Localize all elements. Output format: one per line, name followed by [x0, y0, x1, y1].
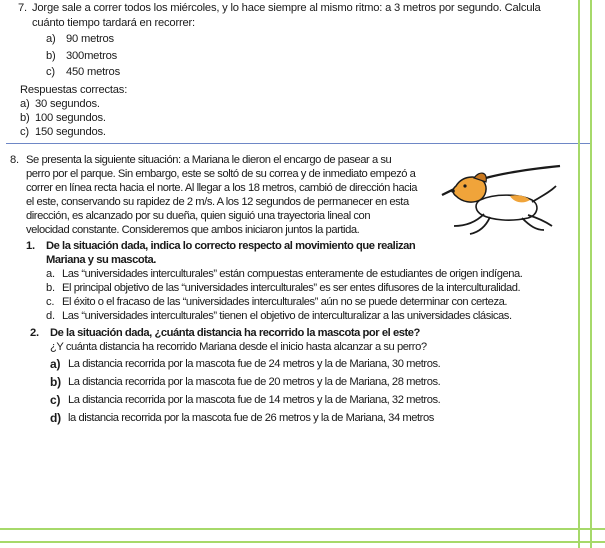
sub2-option-b-letter: b): [50, 375, 61, 389]
sub1-option-a-text: Las “universidades interculturales” están compuestas enteramente de estudiantes de origen indígena.: [62, 268, 523, 280]
q8-paragraph-line2: perro por el parque. Sin embargo, este se soltó de su correa y de inmediato empezó a: [26, 168, 416, 180]
q8-number: 8.: [10, 154, 19, 166]
sub2-title: De la situación dada, ¿cuánta distancia ha recorrido la mascota por el este?: [50, 327, 420, 339]
sub2-option-c-letter: c): [50, 393, 61, 407]
q7-number: 7.: [18, 2, 27, 14]
q7-text-line1: Jorge sale a correr todos los miércoles, y lo hace siempre al mismo ritmo: a 3 metros por segundo. Calcula: [32, 2, 541, 14]
sub2-option-d-letter: d): [50, 411, 61, 425]
sub2-option-a-letter: a): [50, 357, 61, 371]
q7-option-c-text: 450 metros: [66, 66, 120, 78]
sub1-title-line1: De la situación dada, indica lo correcto respecto al movimiento que realizan: [46, 240, 416, 252]
sub1-option-d-letter: d.: [46, 310, 55, 322]
q7-text-line2: cuánto tiempo tardará en recorrer:: [32, 17, 195, 29]
q8-paragraph-line1: Se presenta la siguiente situación: a Mariana le dieron el encargo de pasear a su: [26, 154, 392, 166]
sub2-option-b-text: La distancia recorrida por la mascota fue de 20 metros y la de Mariana, 28 metros.: [68, 376, 441, 388]
sub2-number: 2.: [30, 327, 39, 339]
q7-option-a-text: 90 metros: [66, 33, 114, 45]
sub1-title-line2: Mariana y su mascota.: [46, 254, 156, 266]
sub1-option-c-letter: c.: [46, 296, 55, 308]
q7-option-a-letter: a): [46, 33, 56, 45]
q7-answer-a-letter: a): [20, 98, 30, 110]
sub1-option-a-letter: a.: [46, 268, 55, 280]
section-divider: [6, 143, 591, 144]
sub2-question: ¿Y cuánta distancia ha recorrido Mariana desde el inicio hasta alcanzar a su perro?: [50, 341, 427, 353]
sub1-option-b-letter: b.: [46, 282, 55, 294]
sub2-option-a-text: La distancia recorrida por la mascota fue de 24 metros y la de Mariana, 30 metros.: [68, 358, 441, 370]
q8-paragraph-line6: velocidad constante. Consideremos que ambos iniciaron juntos la partida.: [26, 224, 360, 236]
green-border-right-outer: [590, 0, 592, 548]
sub1-option-b-text: El principal objetivo de las “universidades interculturales” es ser entes difusores de la interculturalidad.: [62, 282, 521, 294]
q8-paragraph-line5: dirección, es alcanzado por su dueña, quien siguió una trayectoria lineal con: [26, 210, 371, 222]
green-border-bottom-upper: [0, 528, 605, 530]
q8-paragraph-line3: correr en línea recta hacia el norte. Al llegar a los 18 metros, cambió de dirección hacia: [26, 182, 418, 194]
q7-answer-b-letter: b): [20, 112, 30, 124]
sub2-option-d-text: la distancia recorrida por la mascota fue de 26 metros y la de Mariana, 34 metros: [68, 412, 434, 424]
q8-paragraph-line4: el este, conservando su rapidez de 2 m/s. A los 12 segundos de permanecer en esta: [26, 196, 409, 208]
q7-option-b-text: 300metros: [66, 50, 118, 62]
sub1-number: 1.: [26, 240, 35, 252]
sub1-option-d-text: Las “universidades interculturales” tienen el objetivo de interculturalizar a las universidades clásicas.: [62, 310, 512, 322]
q7-answer-c-text: 150 segundos.: [35, 126, 106, 138]
green-border-right-inner: [578, 0, 580, 548]
green-border-bottom-lower: [0, 541, 605, 543]
q7-answer-a-text: 30 segundos.: [35, 98, 100, 110]
running-dog-illustration: [440, 160, 562, 240]
sub1-option-c-text: El éxito o el fracaso de las “universidades interculturales” aún no se puede determinar con certeza.: [62, 296, 508, 308]
q7-option-c-letter: c): [46, 66, 55, 78]
q7-answer-b-text: 100 segundos.: [35, 112, 106, 124]
q7-answer-c-letter: c): [20, 126, 29, 138]
q7-option-b-letter: b): [46, 50, 56, 62]
q7-answers-title: Respuestas correctas:: [20, 84, 128, 96]
sub2-option-c-text: La distancia recorrida por la mascota fue de 14 metros y la de Mariana, 32 metros.: [68, 394, 441, 406]
